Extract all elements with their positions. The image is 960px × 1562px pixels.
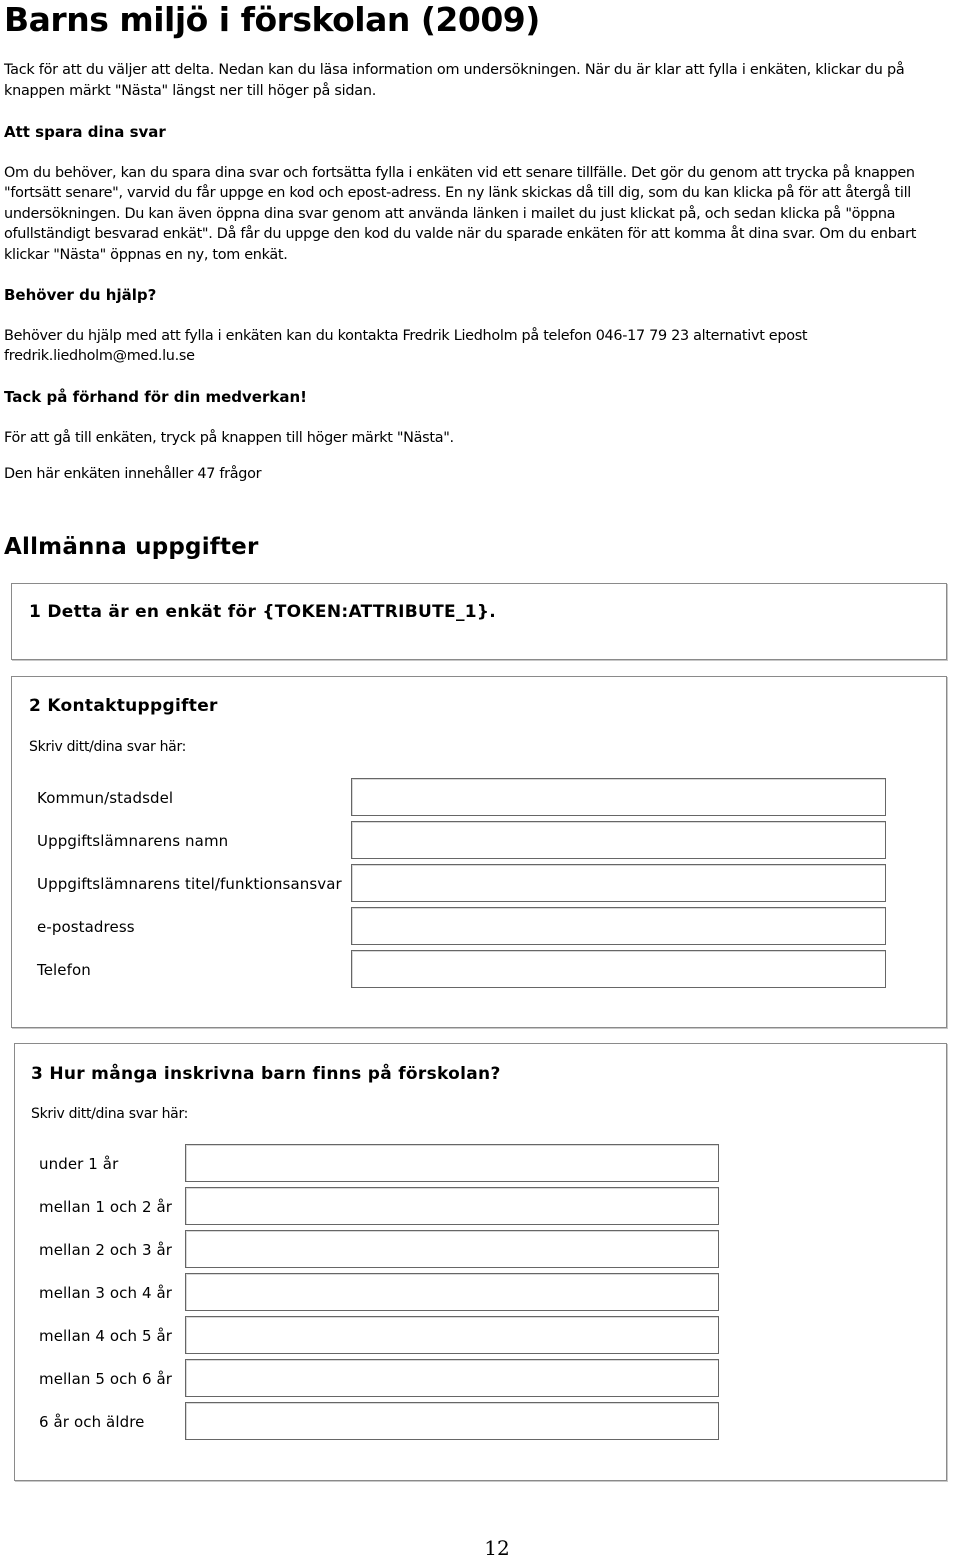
age-3-4-input[interactable] [185, 1273, 719, 1311]
help-heading: Behöver du hjälp? [4, 286, 157, 304]
save-instructions: Om du behöver, kan du spara dina svar och fortsätta fylla i enkäten vid ett senare tillfälle. Det gör du genom att trycka på knappen "fortsätt senare", varvid du får uppge en kod och epost-adress. En ny länk skickas då till dig, som du kan klicka på för att återgå till undersökningen. Du kan även öppna dina svar genom att använda länken i mailet du just klickat på, och sedan klicka på "öppna ofullständigt besvarad enkät". Då får du uppge den kod du valde när du sparade enkäten för att komma åt dina svar. Om du enbart klickar "Nästa" öppnas en ny, tom enkät. [4, 165, 917, 263]
section-title: Allmänna uppgifter [4, 534, 259, 560]
field-label-3-4: mellan 3 och 4 år [39, 1284, 173, 1302]
age-1-2-input[interactable] [185, 1187, 719, 1225]
question-count-info: Den här enkäten innehåller 47 frågor [4, 466, 262, 482]
under-1-input[interactable] [185, 1144, 719, 1182]
field-label-6-plus: 6 år och äldre [39, 1413, 145, 1431]
question-3-help: Skriv ditt/dina svar här: [31, 1106, 189, 1122]
question-1-title: 1 Detta är en enkät för {TOKEN:ATTRIBUTE_1}. [29, 602, 497, 622]
field-label-namn: Uppgiftslämnarens namn [37, 832, 229, 850]
age-5-6-input[interactable] [185, 1359, 719, 1397]
question-1-box [11, 583, 947, 660]
telefon-input[interactable] [351, 950, 886, 988]
intro-text: Tack för att du väljer att delta. Nedan kan du läsa information om undersökningen. När du är klar att fylla i enkäten, klickar du på knappen märkt "Nästa" längst ner till höger på sidan. [4, 62, 905, 99]
field-label-telefon: Telefon [37, 961, 91, 979]
page-number: 12 [484, 1536, 510, 1560]
field-label-titel: Uppgiftslämnarens titel/funktionsansvar [37, 875, 342, 893]
question-2-title: 2 Kontaktuppgifter [29, 696, 218, 716]
save-heading: Att spara dina svar [4, 123, 166, 141]
titel-input[interactable] [351, 864, 886, 902]
namn-input[interactable] [351, 821, 886, 859]
field-label-5-6: mellan 5 och 6 år [39, 1370, 173, 1388]
field-label-1-2: mellan 1 och 2 år [39, 1198, 173, 1216]
field-label-epost: e-postadress [37, 918, 135, 936]
thanks-heading: Tack på förhand för din medverkan! [4, 388, 307, 406]
question-2-help: Skriv ditt/dina svar här: [29, 739, 187, 755]
question-2-box [11, 676, 947, 1028]
next-button-info: För att gå till enkäten, tryck på knappen till höger märkt "Nästa". [4, 430, 454, 446]
question-3-title: 3 Hur många inskrivna barn finns på förskolan? [31, 1064, 501, 1084]
field-label-under-1: under 1 år [39, 1155, 119, 1173]
epost-input[interactable] [351, 907, 886, 945]
age-4-5-input[interactable] [185, 1316, 719, 1354]
field-label-kommun: Kommun/stadsdel [37, 789, 174, 807]
kommun-input[interactable] [351, 778, 886, 816]
age-2-3-input[interactable] [185, 1230, 719, 1268]
field-label-2-3: mellan 2 och 3 år [39, 1241, 173, 1259]
age-6-plus-input[interactable] [185, 1402, 719, 1440]
question-3-box [14, 1043, 947, 1481]
help-contact-text: Behöver du hjälp med att fylla i enkäten kan du kontakta Fredrik Liedholm på telefon 046-17 79 23 alternativt epost fredrik.liedholm@med.lu.se [4, 328, 808, 365]
field-label-4-5: mellan 4 och 5 år [39, 1327, 173, 1345]
survey-title: Barns miljö i förskolan (2009) [4, 0, 540, 39]
